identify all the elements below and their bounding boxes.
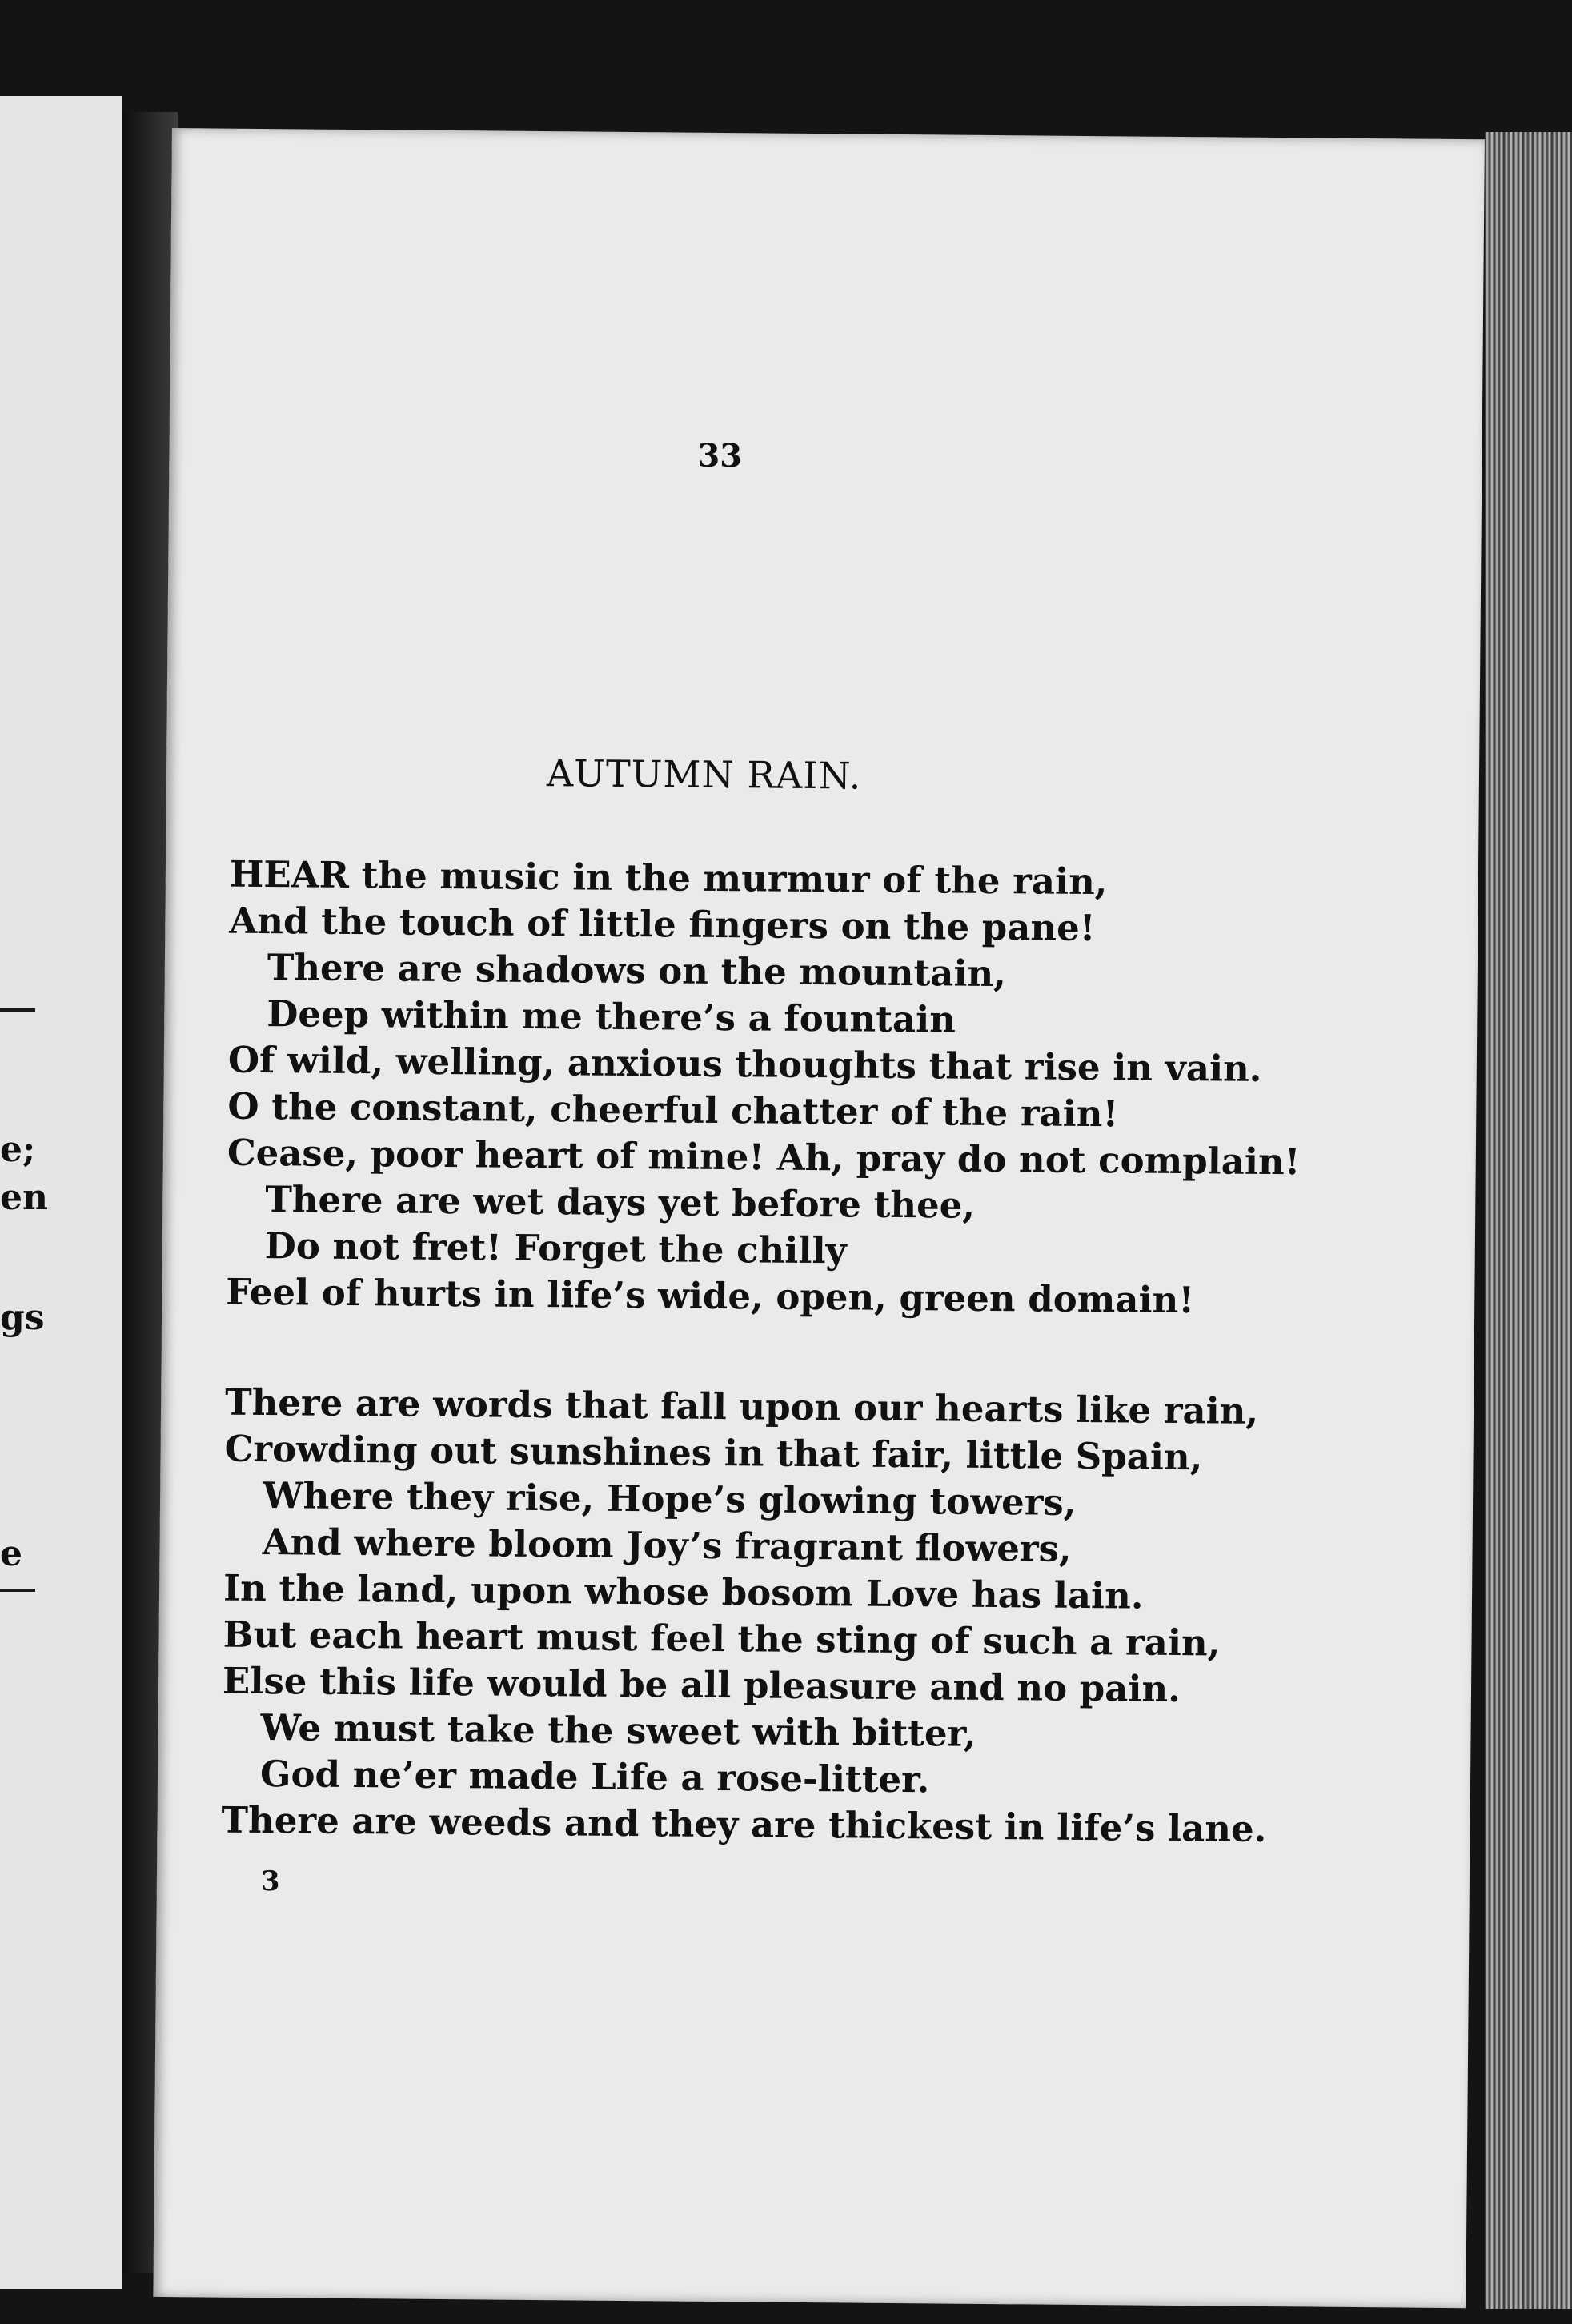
poem-line: Deep within me there’s a fountain [267,992,956,1041]
poem-line: We must take the sweet with bitter, [260,1706,976,1755]
poem-line: Where they rise, Hope’s glowing towers, [262,1474,1077,1524]
poem-line: And the touch of little fingers on the pane! [229,899,1096,950]
poem-line: Of wild, welling, anxious thoughts that rise in vain. [227,1038,1262,1090]
poem-line: Feel of hurts in life’s wide, open, green domain! [226,1270,1195,1322]
left-page-rule [0,1589,35,1592]
poem-line: Crowding out sunshines in that fair, little Spain, [224,1427,1203,1479]
signature-mark: 3 [260,1865,280,1898]
poem-line: Else this life would be all pleasure and no pain. [222,1659,1181,1711]
poem-line: There are weeds and they are thickest in life’s lane. [221,1798,1267,1851]
poem-line: There are wet days yet before thee, [265,1178,976,1227]
poem-line: Do not fret! Forget the chilly [264,1224,847,1272]
left-page-rule [0,1008,35,1012]
poem-line: But each heart must feel the sting of such a rain, [223,1613,1221,1665]
poem-line: HEAR the music in the murmur of the rain, [229,852,1108,904]
page-number: 33 [697,436,743,475]
left-page-fragment: e [0,1533,22,1574]
book-page [153,128,1485,2308]
poem-line: God ne’er made Life a rose-litter. [259,1753,930,1801]
left-page-fragment: gs [0,1297,45,1338]
poem-line: There are shadows on the mountain, [267,946,1007,996]
poem-line: There are words that fall upon our hearts like rain, [224,1380,1259,1432]
poem-line: In the land, upon whose bosom Love has lain. [223,1566,1144,1617]
poem-line: Cease, poor heart of mine! Ah, pray do not complain! [227,1131,1301,1184]
left-page-fragment: e; [0,1129,36,1170]
left-page-fragment: en [0,1177,48,1218]
poem-line: And where bloom Joy’s fragrant flowers, [262,1521,1072,1570]
page-edges [1485,132,1572,2309]
poem-title: AUTUMN RAIN. [546,751,862,798]
poem-line: O the constant, cheerful chatter of the rain! [227,1084,1119,1136]
left-page [0,96,122,2289]
